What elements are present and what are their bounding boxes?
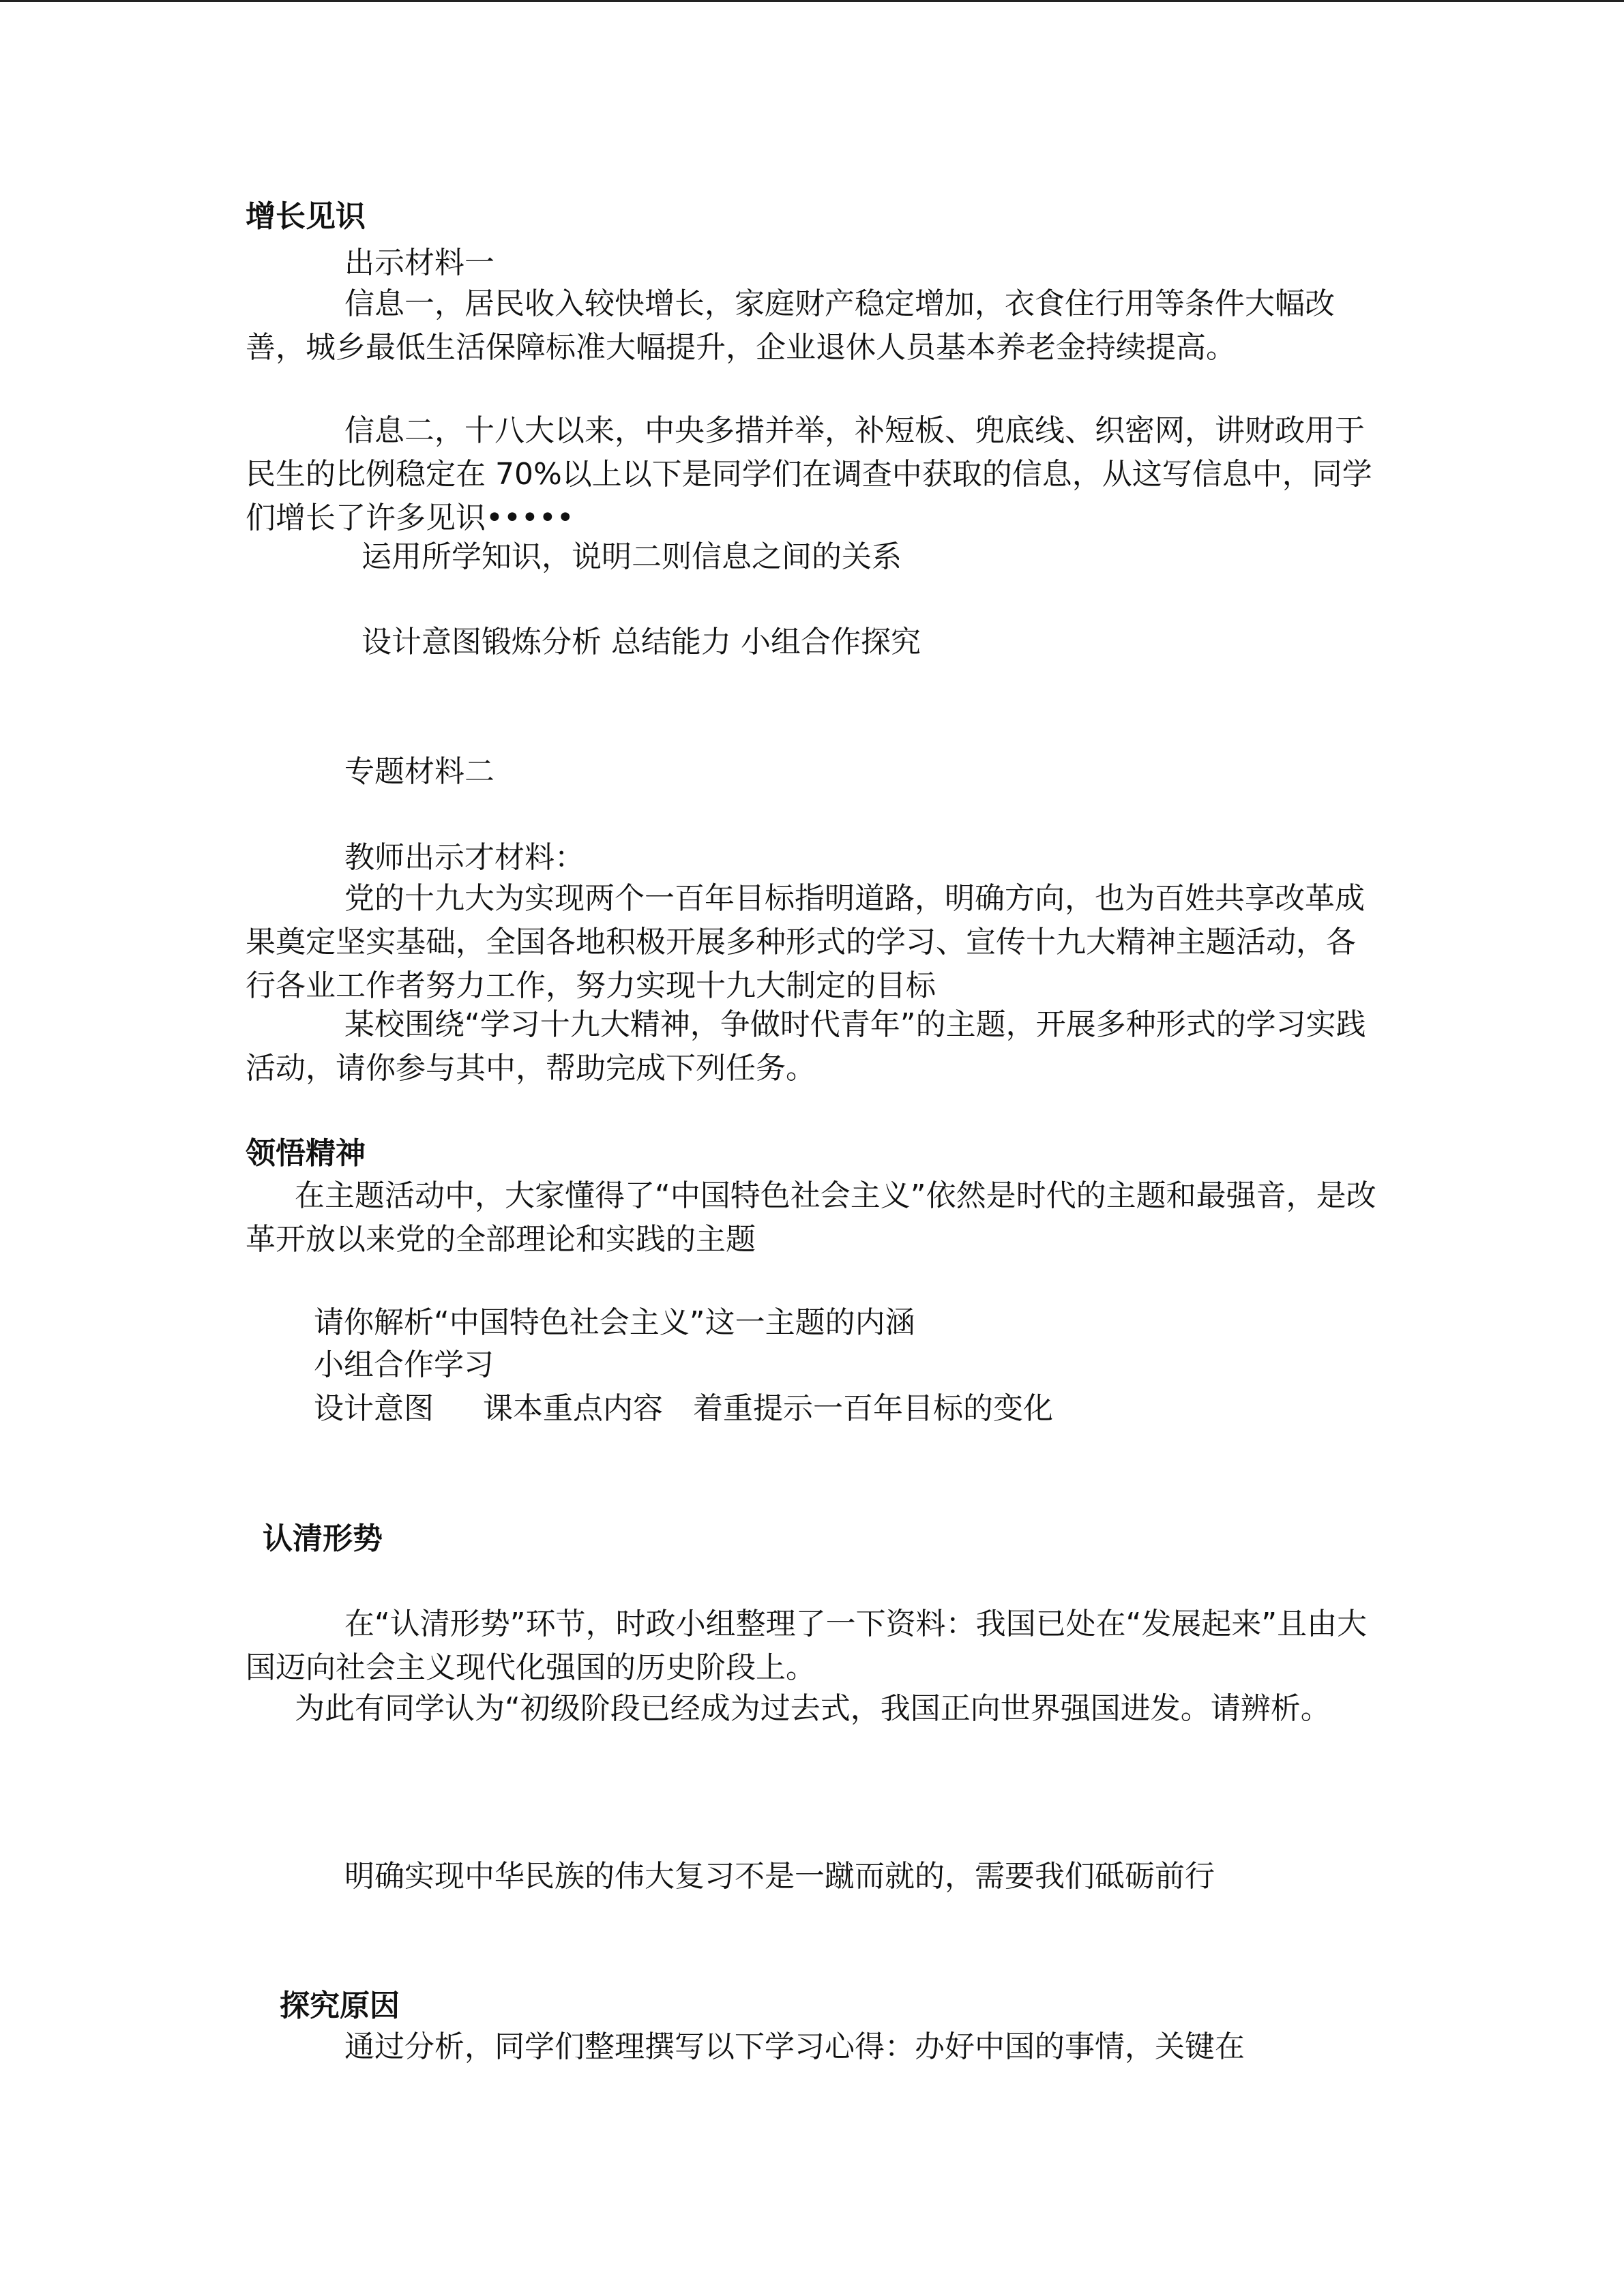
conclusion-line: 明确实现中华民族的伟大复习不是一蹴而就的，需要我们砥砺前行 [344,1859,1215,1894]
design-intent-two: 设计意图 课本重点内容 着重提示一百年目标的变化 [314,1391,1053,1426]
heading-renqing-xingshi: 认清形势 [263,1521,383,1556]
info-one-paragraph: 信息一，居民收入较快增长，家庭财产稳定增加，衣食住行用等条件大幅改善，城乡最低生活保障标准大幅提升，企业退休人员基本养老金持续提高。 [246,286,1335,365]
material-one-label: 出示材料一 [344,245,494,280]
task-connotation: 请你解析“中国特色社会主义”这一主题的内涵 [314,1305,915,1340]
debate-paragraph: 为此有同学认为“初级阶段已经成为过去式，我国正向世界强国进发。请辨析。 [295,1691,1331,1726]
situation-paragraph: 在“认清形势”环节，时政小组整理了一下资料：我国已处在“发展起来”且由大国迈向社会主义现代化强国的历史阶段上。 [246,1607,1368,1685]
teacher-material-label: 教师出示才材料： [344,840,585,875]
heading-tanjiu-yuanyin: 探究原因 [280,1988,400,2023]
design-intent-one: 设计意图锻炼分析 总结能力 小组合作探究 [361,625,921,659]
group-study-label: 小组合作学习 [314,1347,494,1382]
material-two-label: 专题材料二 [344,754,494,789]
theme-activity-paragraph: 在主题活动中，大家懂得了“中国特色社会主义”依然是时代的主题和最强音，是改革开放以来党的全部理论和实践的主题 [246,1178,1376,1257]
party-congress-paragraph: 党的十九大为实现两个一百年目标指明道路，明确方向，也为百姓共享改革成果奠定坚实基础，全国各地积极开展多种形式的学习、宣传十九大精神主题活动，各行各业工作者努力工作，努力实现十九大制定的目标 [246,881,1365,1003]
study-notes-line: 通过分析，同学们整理撰写以下学习心得：办好中国的事情，关键在 [344,2029,1245,2064]
heading-lingwu-jingshen: 领悟精神 [246,1136,366,1171]
info-two-paragraph: 信息二，十八大以来，中央多措并举，补短板、兜底线、织密网，讲财政用于民生的比例稳定在 70%以上以下是同学们在调查中获取的信息，从这写信息中，同学们增长了许多见识••••• [246,413,1372,535]
heading-zengzhang-jianshi: 增长见识 [246,199,366,234]
top-border-line [0,0,1624,2]
task-relationship: 运用所学知识，说明二则信息之间的关系 [361,539,902,574]
school-activity-paragraph: 某校围绕“学习十九大精神，争做时代青年”的主题，开展多种形式的学习实践活动，请你参与其中，帮助完成下列任务。 [246,1007,1366,1086]
